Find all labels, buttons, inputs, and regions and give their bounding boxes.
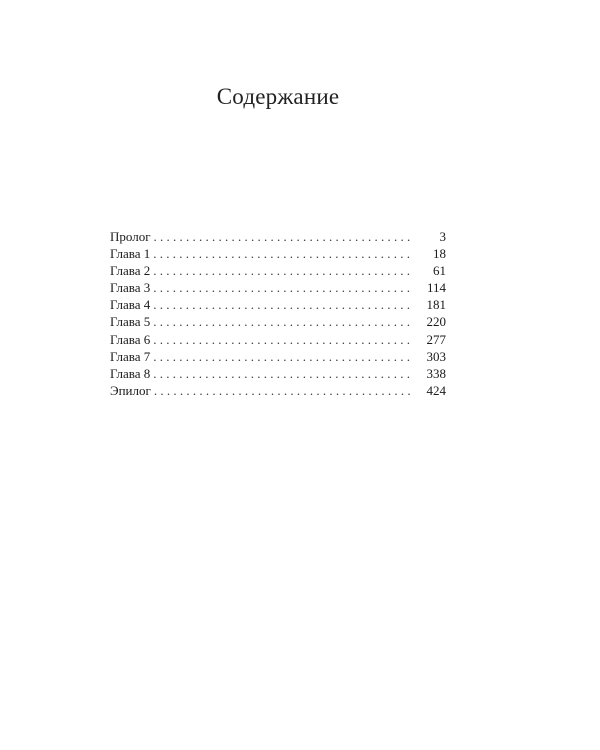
toc-entry [110, 331, 446, 348]
toc-entry-label: Глава 2 [110, 263, 151, 279]
toc-entry-label: Глава 1 [110, 246, 151, 262]
toc-entry-label: Глава 6 [110, 331, 151, 347]
toc-entry [110, 313, 446, 330]
toc-entry-label: Эпилог [110, 382, 151, 398]
toc-entry-label: Глава 3 [110, 280, 151, 296]
toc-entry-page: 181 [426, 297, 446, 313]
toc-leader-dots [154, 228, 412, 245]
toc-leader-dots [153, 262, 412, 279]
toc-entry-page: 277 [426, 331, 446, 347]
toc-leader-dots [153, 313, 412, 330]
toc-leader-dots [154, 382, 412, 399]
toc-entry-page: 303 [426, 348, 446, 364]
toc-entry-label: Глава 7 [110, 348, 151, 364]
toc-entry [110, 296, 446, 313]
toc-entry-page: 338 [426, 365, 446, 381]
toc-leader-dots [153, 296, 412, 313]
toc-entry-label: Пролог [110, 229, 151, 244]
toc-entry [110, 279, 446, 296]
toc-leader-dots [153, 279, 412, 296]
toc-entry [110, 228, 446, 245]
toc-entry-page: 3 [439, 229, 446, 244]
toc-entry-label: Глава 4 [110, 297, 151, 313]
toc-entry [110, 365, 446, 382]
toc-entry-label: Глава 5 [110, 314, 151, 330]
toc-entry-page: 61 [433, 263, 446, 279]
toc-leader-dots [153, 348, 412, 365]
toc-leader-dots [153, 365, 412, 382]
toc-entry [110, 245, 446, 262]
table-of-contents [110, 228, 446, 399]
toc-leader-dots [153, 331, 412, 348]
toc-entry-page: 18 [433, 246, 446, 262]
page-title: Содержание [216, 84, 340, 109]
toc-entry [110, 262, 446, 279]
toc-leader-dots [153, 245, 412, 262]
toc-entry-page: 220 [426, 314, 446, 330]
toc-entry-label: Глава 8 [110, 365, 151, 381]
toc-entry [110, 382, 446, 399]
toc-entry [110, 348, 446, 365]
toc-entry-page: 424 [426, 382, 446, 398]
toc-entry-page: 114 [426, 280, 446, 296]
